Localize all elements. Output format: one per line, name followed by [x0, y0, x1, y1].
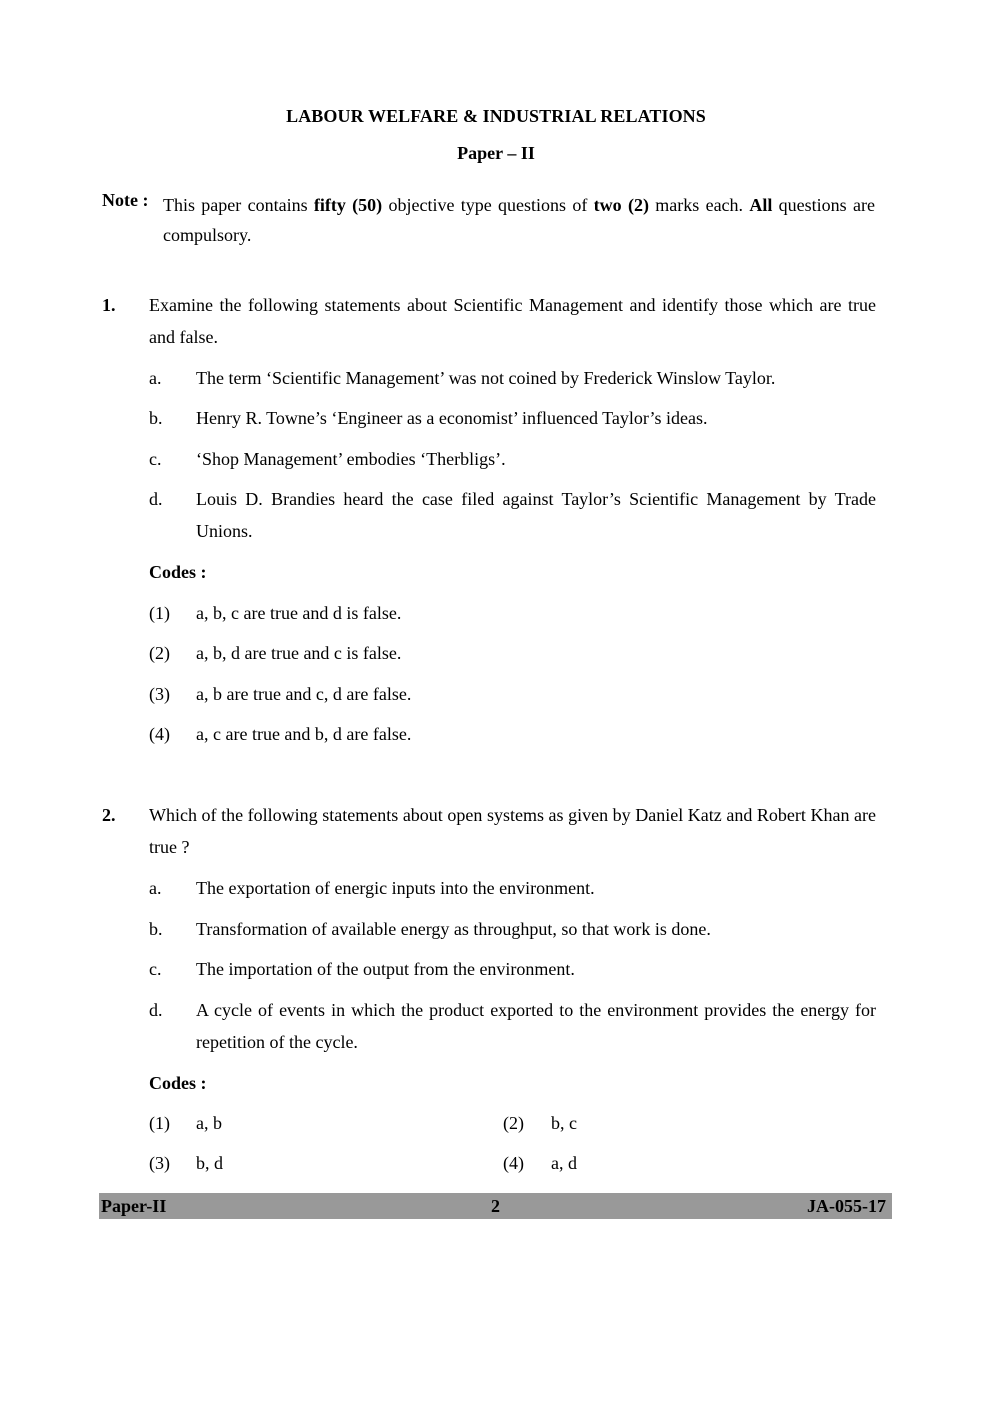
footer-paper-label: Paper-II — [101, 1196, 167, 1216]
option-number: (3) — [149, 1153, 170, 1173]
codes-label: Codes : — [149, 562, 207, 582]
statement-text: ‘Shop Management’ embodies ‘Therbligs’. — [196, 449, 506, 469]
option-number: (2) — [149, 643, 170, 663]
statement-text: Louis D. Brandies heard the case filed against Taylor’s Scientific Management by Trade Unions. — [196, 489, 876, 541]
statement-letter: a. — [149, 368, 162, 388]
page-footer — [99, 1193, 892, 1219]
option-text: a, d — [551, 1153, 577, 1173]
page-number: 2 — [491, 1196, 500, 1216]
question-1-text: Examine the following statements about Scientific Management and identify those which are true and false. — [149, 295, 876, 347]
statement-letter: a. — [149, 878, 162, 898]
option-number: (2) — [503, 1113, 524, 1133]
question-2-number: 2. — [102, 805, 116, 825]
statement-letter: d. — [149, 489, 163, 509]
question-1-number: 1. — [102, 295, 116, 315]
question-2-text: Which of the following statements about open systems as given by Daniel Katz and Robert Khan are true ? — [149, 805, 876, 857]
statement-text: The term ‘Scientific Management’ was not coined by Frederick Winslow Taylor. — [196, 368, 776, 388]
option-number: (1) — [149, 1113, 170, 1133]
statement-letter: d. — [149, 1000, 163, 1020]
option-number: (4) — [503, 1153, 524, 1173]
statement-text: Transformation of available energy as throughput, so that work is done. — [196, 919, 711, 939]
option-text: a, b — [196, 1113, 222, 1133]
statement-text: A cycle of events in which the product exported to the environment provides the energy for repetition of the cycle. — [196, 1000, 876, 1052]
option-number: (4) — [149, 724, 170, 744]
codes-label: Codes : — [149, 1073, 207, 1093]
paper-subject-title: LABOUR WELFARE & INDUSTRIAL RELATIONS — [286, 106, 706, 126]
paper-number: Paper – II — [457, 143, 535, 163]
statement-letter: b. — [149, 408, 163, 428]
option-number: (1) — [149, 603, 170, 623]
statement-letter: c. — [149, 449, 162, 469]
statement-text: The importation of the output from the environment. — [196, 959, 575, 979]
option-text: a, b are true and c, d are false. — [196, 684, 412, 704]
option-text: b, d — [196, 1153, 223, 1173]
statement-letter: c. — [149, 959, 162, 979]
option-number: (3) — [149, 684, 170, 704]
note-text: This paper contains fifty (50) objective type questions of two (2) marks each. All questions are compulsory. — [163, 195, 875, 245]
option-text: a, b, c are true and d is false. — [196, 603, 402, 623]
statement-text: The exportation of energic inputs into the environment. — [196, 878, 595, 898]
option-text: a, b, d are true and c is false. — [196, 643, 402, 663]
footer-paper-code: JA-055-17 — [807, 1196, 886, 1216]
statement-text: Henry R. Towne’s ‘Engineer as a economist’ influenced Taylor’s ideas. — [196, 408, 708, 428]
statement-letter: b. — [149, 919, 163, 939]
option-text: b, c — [551, 1113, 577, 1133]
note-label: Note : — [102, 190, 149, 210]
option-text: a, c are true and b, d are false. — [196, 724, 412, 744]
